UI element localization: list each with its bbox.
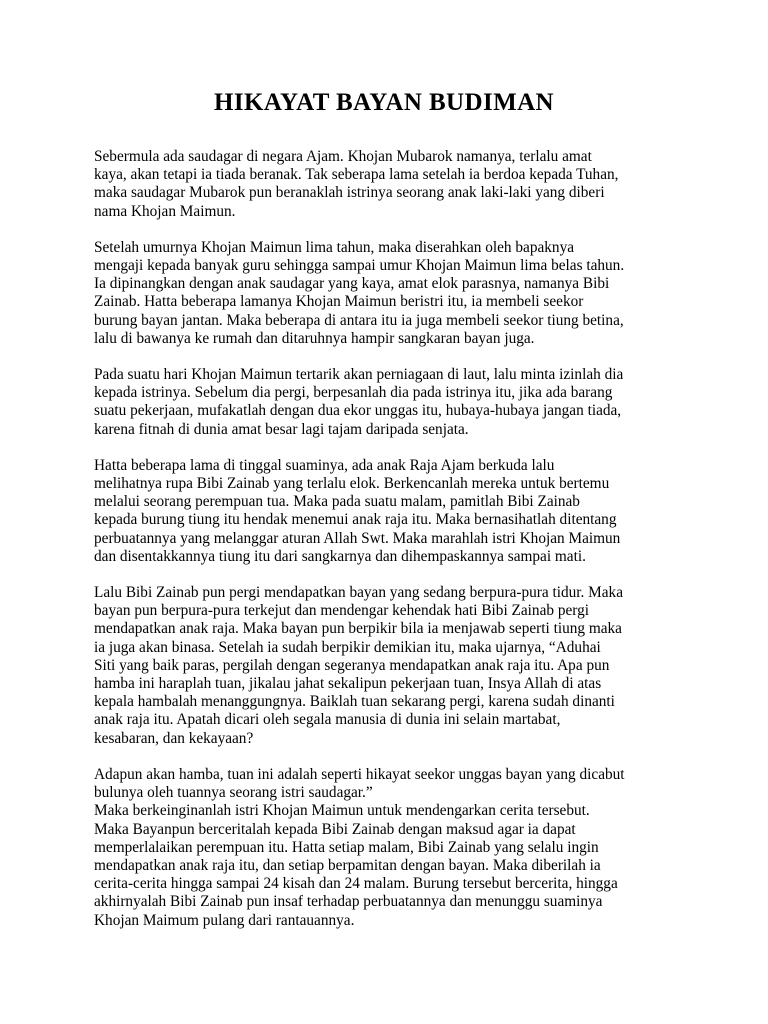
- text-line: Lalu Bibi Zainab pun pergi mendapatkan bayan yang sedang berpura-pura tidur. Maka: [94, 584, 623, 602]
- text-line: maka saudagar Mubarok pun beranaklah istrinya seorang anak laki-laki yang diberi: [94, 184, 605, 202]
- text-line: Maka berkeinginanlah istri Khojan Maimun untuk mendengarkan cerita tersebut.: [94, 802, 590, 820]
- text-line: Maka Bayanpun berceritalah kepada Bibi Zainab dengan maksud agar ia dapat: [94, 820, 576, 838]
- paragraph: [94, 457, 694, 566]
- text-line: anak raja itu. Apatah dicari oleh segala manusia di dunia ini selain martabat,: [94, 711, 561, 729]
- text-line: Setelah umurnya Khojan Maimun lima tahun, maka diserahkan oleh bapaknya: [94, 238, 575, 256]
- text-line: mendapatkan anak raja itu, dan setiap berpamitan dengan bayan. Maka diberilah ia: [94, 856, 601, 874]
- text-line: kesabaran, dan kekayaan?: [94, 729, 254, 747]
- text-line: lalu di bawanya ke rumah dan ditaruhnya hampir sangkaran bayan juga.: [94, 329, 535, 347]
- paragraph: [94, 366, 694, 439]
- text-line: kepala hambalah menanggungnya. Baiklah tuan sekarang pergi, karena sudah dinanti: [94, 693, 615, 711]
- text-line: ia juga akan binasa. Setelah ia sudah berpikir demikian itu, maka ujarnya, “Aduhai: [94, 638, 601, 656]
- text-line: melalui seorang perempuan tua. Maka pada suatu malam, pamitlah Bibi Zainab: [94, 493, 580, 511]
- text-line: kaya, akan tetapi ia tiada beranak. Tak seberapa lama setelah ia berdoa kepada Tuhan,: [94, 166, 619, 184]
- text-line: cerita-cerita hingga sampai 24 kisah dan 24 malam. Burung tersebut bercerita, hingga: [94, 875, 618, 893]
- text-line: Khojan Maimum pulang dari rantauannya.: [94, 911, 355, 929]
- text-line: perbuatannya yang melanggar aturan Allah Swt. Maka marahlah istri Khojan Maimun: [94, 529, 621, 547]
- text-line: mendapatkan anak raja. Maka bayan pun berpikir bila ia menjawab seperti tiung maka: [94, 620, 622, 638]
- text-line: Sebermula ada saudagar di negara Ajam. Khojan Mubarok namanya, terlalu amat: [94, 148, 592, 165]
- text-line: burung bayan jantan. Maka beberapa di antara itu ia juga membeli seekor tiung betina,: [94, 311, 624, 329]
- text-line: nama Khojan Maimun.: [94, 202, 236, 220]
- text-line: kepada burung tiung itu hendak menemui anak raja itu. Maka bernasihatlah ditentang: [94, 511, 617, 529]
- text-line: Zainab. Hatta beberapa lamanya Khojan Maimun beristri itu, ia membeli seekor: [94, 293, 584, 311]
- text-line: memperlalaikan perempuan itu. Hatta setiap malam, Bibi Zainab yang selalu ingin: [94, 838, 599, 856]
- text-line: dan disentakkannya tiung itu dari sangkarnya dan dihempaskannya sampai mati.: [94, 547, 586, 565]
- text-line: Pada suatu hari Khojan Maimun tertarik akan perniagaan di laut, lalu minta izinlah dia: [94, 366, 624, 384]
- text-line: akhirnyalah Bibi Zainab pun insaf terhadap perbuatannya dan menunggu suaminya: [94, 893, 603, 911]
- paragraph: [94, 584, 694, 748]
- text-line: melihatnya rupa Bibi Zainab yang terlalu elok. Berkencanlah mereka untuk bertemu: [94, 475, 610, 493]
- text-line: kepada istrinya. Sebelum dia pergi, berpesanlah dia pada istrinya itu, jika ada barang: [94, 384, 613, 402]
- document-body: [94, 148, 694, 930]
- text-line: Siti yang baik paras, pergilah dengan segeranya mendapatkan anak raja itu. Apa pun: [94, 656, 610, 674]
- text-line: Ia dipinangkan dengan anak saudagar yang kaya, amat elok parasnya, namanya Bibi: [94, 275, 610, 293]
- paragraph: [94, 148, 694, 221]
- text-line: karena fitnah di dunia amat besar lagi tajam daripada senjata.: [94, 420, 469, 438]
- text-line: mengaji kepada banyak guru sehingga sampai umur Khojan Maimun lima belas tahun.: [94, 257, 625, 275]
- text-line: bayan pun berpura-pura terkejut dan mendengar kehendak hati Bibi Zainab pergi: [94, 602, 589, 620]
- paragraph: [94, 766, 694, 930]
- text-line: Hatta beberapa lama di tinggal suaminya, ada anak Raja Ajam berkuda lalu: [94, 456, 555, 474]
- text-line: bulunya oleh tuannya seorang istri saudagar.”: [94, 784, 373, 802]
- text-line: hamba ini haraplah tuan, jikalau jahat sekalipun pekerjaan tuan, Insya Allah di atas: [94, 675, 602, 693]
- text-line: suatu pekerjaan, mufakatlah dengan dua ekor unggas itu, hubaya-hubaya jangan tiada,: [94, 402, 622, 420]
- document-title: HIKAYAT BAYAN BUDIMAN: [214, 89, 554, 116]
- text-line: Adapun akan hamba, tuan ini adalah seperti hikayat seekor unggas bayan yang dicabut: [94, 765, 625, 783]
- paragraph: [94, 239, 694, 348]
